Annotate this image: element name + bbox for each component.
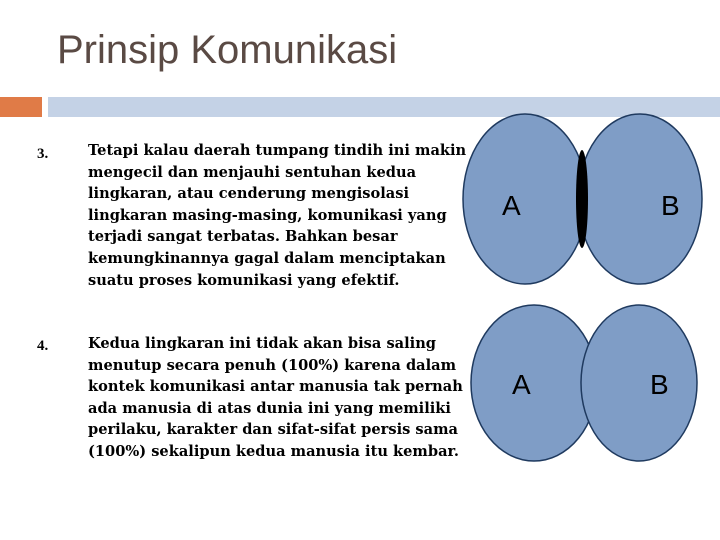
circle-a xyxy=(463,114,587,284)
point-3-line: kemungkinannya gagal dalam menciptakan xyxy=(88,249,446,267)
point-3-line: lingkaran, atau cenderung mengisolasi xyxy=(88,185,409,203)
circle-a-label: A xyxy=(512,369,531,400)
circle-b-label: B xyxy=(650,369,669,400)
point-3-line: Tetapi kalau daerah tumpang tindih ini makin xyxy=(88,142,467,159)
circle-b xyxy=(578,114,702,284)
point-4-line: menutup secara penuh (100%) karena dalam xyxy=(88,356,457,374)
circle-b xyxy=(581,305,697,461)
venn-diagram-separate xyxy=(471,305,697,461)
point-4-line: (100%) sekalipun kedua manusia itu kembar. xyxy=(88,442,459,460)
point-3-line: terjadi sangat terbatas. Bahkan besar xyxy=(88,228,398,246)
point-4-number: 4. xyxy=(37,338,49,354)
circle-b-label: B xyxy=(661,190,680,221)
overlap-region xyxy=(576,150,588,248)
point-4-line: Kedua lingkaran ini tidak akan bisa saling xyxy=(88,335,437,352)
point-3-line: suatu proses komunikasi yang efektif. xyxy=(88,271,400,289)
point-4-line: ada manusia di atas dunia ini yang memiliki xyxy=(88,399,451,417)
point-4-line: kontek komunikasi antar manusia tak pernah xyxy=(88,378,463,396)
point-4-line: perilaku, karakter dan sifat-sifat persis sama xyxy=(88,421,458,439)
circle-a xyxy=(471,305,597,461)
point-3-line: lingkaran masing-masing, komunikasi yang xyxy=(88,206,447,224)
point-3-line: mengecil dan menjauhi sentuhan kedua xyxy=(88,163,417,181)
point-3-number: 3. xyxy=(37,146,49,162)
venn-diagram-overlapping xyxy=(463,114,702,284)
circle-a-label: A xyxy=(502,190,521,221)
slide-title: Prinsip Komunikasi xyxy=(57,28,398,72)
